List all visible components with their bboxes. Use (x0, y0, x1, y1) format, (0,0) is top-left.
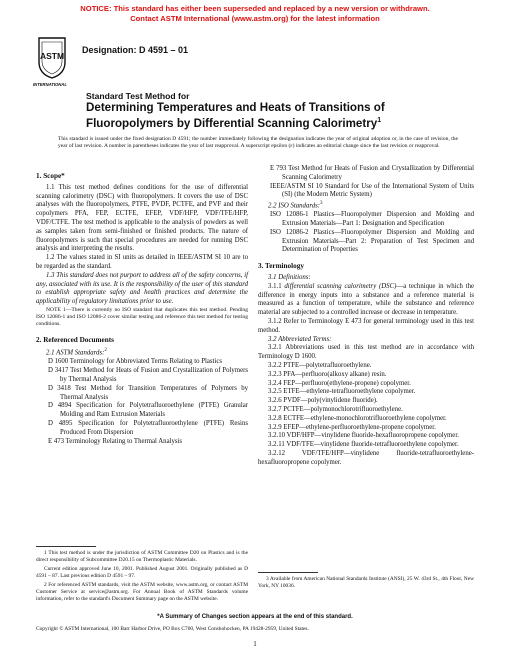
abbr-item: 3.2.10 VDF/HFP—vinylidene fluoride-hexafluoropropene copolymer. (268, 432, 459, 440)
page-number: 1 (253, 640, 257, 648)
right-column (258, 165, 474, 468)
abbr-item: 3.2.5 ETFE—ethylene-tetrafluoroethylene copolymer. (268, 388, 416, 396)
footnote-rule-right (258, 572, 318, 573)
abbreviated-terms-label: 3.2 Abbreviated Terms: (268, 335, 332, 343)
withdrawal-notice (0, 4, 510, 23)
abbr-item: 3.2.12 VDF/TFE/HFP—vinylidene fluoride-tetrafluoroethylene-hexafluoropropene copolymer. (258, 449, 474, 466)
footnotes-left (36, 550, 248, 605)
document-title (86, 101, 456, 131)
scope-1-1: 1.1 This test method defines conditions for the use of differential scanning calorimetry (DSC) with fluoropolymers. It covers the use of DSC analyses with the fluoropolymers, PTFE, PVDF, PCTFE, and PVF and their copolymers PFA, FEP, ECTFE, EFEP, VDF/HFP, VDF/TFE/HFP, VDF/CTFE. The test method is applicable to the analysis of powders as well as samples taken from semi-finished or finished products. The nature of fluoropolymers is such that special procedures are needed for running DSC analysis and interpreting the results. (36, 183, 248, 253)
scope-heading: 1. Scope* (36, 172, 65, 180)
footnote-1: 1 This test method is under the jurisdiction of ASTM Committee D20 on Plastics and is the direct responsibility of Subcommittee D20.15 on Thermoplastic Materials. (36, 550, 248, 563)
logo-subtitle: INTERNATIONAL (33, 82, 67, 87)
definitions-label: 3.1 Definitions: (268, 274, 311, 282)
ref-item: D 1600 Terminology for Abbreviated Terms Relating to Plastics (48, 358, 222, 366)
copyright: Copyright © ASTM International, 100 Barr Harbor Drive, PO Box C700, West Conshohocken, PA 19428-2959, United States. (36, 626, 309, 632)
standard-label: Standard Test Method for (86, 91, 190, 101)
scope-1-2: 1.2 The values stated in SI units as detailed in IEEE/ASTM SI 10 are to be regarded as the standard. (36, 254, 248, 270)
abbr-item: 3.2.3 PFA—perfluoro(alkoxy alkane) resin. (268, 370, 387, 378)
note-1: NOTE 1—There is currently no ISO standard that duplicates this test method. Pending ISO 12086-1 and ISO 12086-2 cover similar testing and reference this test method for testing conditions. (36, 306, 248, 328)
designation: Designation: D 4591 – 01 (82, 45, 189, 55)
abbr-item: 3.2.2 PTFE—polytetrafluoroethylene. (268, 362, 372, 369)
ref-item: D 4894 Specification for Polytetrafluoroethylene (PTFE) Granular Molding and Ram Extrusion Materials (48, 402, 248, 419)
ref-item: D 3418 Test Method for Transition Temperatures of Polymers by Thermal Analysis (48, 384, 248, 401)
footnote-2: 2 For referenced ASTM standards, visit the ASTM website, www.astm.org, or contact ASTM Customer Service at service@astm.org. For Annual Book of ASTM Standards volume information, refer to the standard's Document Summary page on the ASTM website. (36, 582, 248, 602)
abbr-item: 3.2.8 ECTFE—ethylene-monochlorotrifluoroethylene copolymer. (268, 414, 447, 422)
footnote-1b: Current edition approved June 10, 2001. Published August 2001. Originally published as D 4591 – 87. Last previous edition D 4591 – 97. (36, 566, 248, 579)
notice-line-2: Contact ASTM International (www.astm.org) for the latest information (130, 13, 380, 23)
issued-note: This standard is issued under the fixed designation D 4591; the number immediately following the designation indicates the year of original adoption or, in the case of revision, the year of last revision. A number in parentheses indicates the year of last reapproval. A superscript epsilon (ε) indicates an editorial change since the last revision or reapproval. (58, 136, 458, 150)
iso-standards-label: 2.2 ISO Standards:$^3$ (268, 201, 323, 210)
ref-item: D 4895 Specification for Polytetrafluoroethylene (PTFE) Resins Produced From Dispersion (48, 420, 248, 436)
left-column (36, 172, 248, 446)
title-footnote-ref: 1 (377, 117, 382, 125)
abbr-item: 3.2.4 FEP—perfluoro(ethylene-propene) copolymer. (268, 379, 411, 387)
footnotes-right (258, 576, 474, 592)
definition-3-1-1: 3.1.1 differential scanning calorimetry (DSC)—a technique in which the difference in energy inputs into a substance and a reference material is measured as a function of temperature, while the substance and reference material are subjected to a controlled increase or decrease in temperature. (258, 282, 475, 317)
astm-standards-label: 2.1 ASTM Standards:$^2$ (46, 348, 107, 357)
scope-1-3: 1.3 This standard does not purport to address all of the safety concerns, if any, associated with its use. It is the responsibility of the user of this standard to establish appropriate safety and health practices and determine the applicability of regulatory limitations prior to use. (36, 271, 248, 306)
abbr-item: 3.2.6 PVDF—poly(vinylidene fluoride). (268, 397, 378, 405)
notice-line-1: NOTICE: This standard has either been superseded and replaced by a new version or withdrawn. (80, 4, 430, 13)
iso-item: ISO 12086-2 Plastics—Fluoropolymer Dispersion and Molding and Extrusion Materials—Part 2: Preparation of Test Specimen and Determination of Properties (270, 228, 474, 254)
astm-logo (37, 36, 67, 80)
summary-of-changes: *A Summary of Changes section appears at the end of this standard. (157, 614, 353, 620)
ref-item: E 473 Terminology Relating to Thermal Analysis (48, 437, 183, 445)
abbr-3-2-1: 3.2.1 Abbreviations used in this test method are in accordance with Terminology D 1600. (258, 344, 474, 361)
iso-item: ISO 12086-1 Plastics—Fluoropolymer Dispersion and Molding and Extrusion Materials—Part 1: Designation and Specification (270, 211, 474, 228)
ref-item: E 793 Test Method for Heats of Fusion and Crystallization by Differential Scanning Calorimetry (270, 165, 474, 181)
ref-item: D 3417 Test Method for Heats of Fusion and Crystallization of Polymers by Thermal Analysis (48, 367, 248, 384)
abbr-item: 3.2.9 EFEP—ethylene-perfluoroethylene-propene copolymer. (268, 423, 436, 431)
term-3-1-2: 3.1.2 Refer to Terminology E 473 for general terminology used in this test method. (258, 318, 474, 334)
abbr-item: 3.2.7 PCTFE—polymonochlorotrifluoroethylene. (268, 405, 403, 413)
logo-text: ASTM (39, 51, 65, 61)
referenced-heading: 2. Referenced Documents (36, 335, 114, 344)
ref-item: IEEE/ASTM SI 10 Standard for Use of the International System of Units (SI) (the Modern Metric System) (270, 182, 474, 199)
abbr-item: 3.2.11 VDF/TFE—vinylidene fluoride-tetrafluoroethylene copolymer. (268, 441, 459, 449)
footnote-rule-left (36, 546, 96, 547)
terminology-heading: 3. Terminology (258, 262, 304, 271)
footnote-3: 3 Available from American National Standards Institute (ANSI), 25 W. 43rd St., 4th Floor, New York, NY 10036. (258, 576, 474, 589)
title-text: Determining Temperatures and Heats of Transitions of Fluoropolymers by Differential Scanning Calorimetry (86, 101, 385, 131)
